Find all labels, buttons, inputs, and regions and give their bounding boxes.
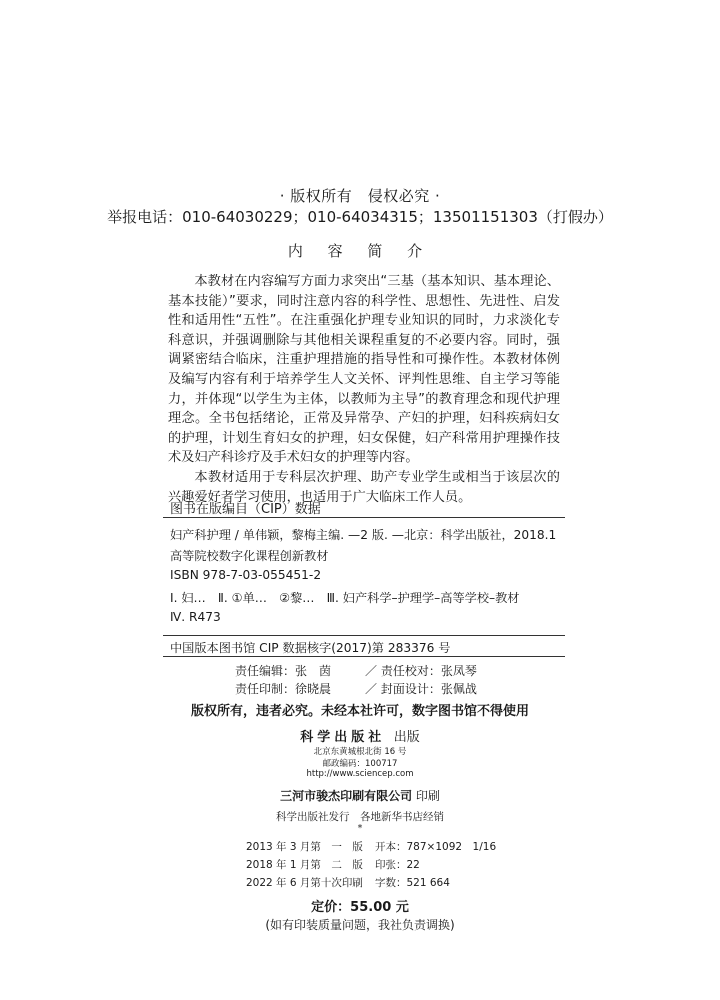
cip-line: Ⅳ. R473 xyxy=(170,610,221,624)
publisher-address: 北京东黄城根北街 16 号 xyxy=(313,747,407,757)
cip-line: 妇产科护理 / 单伟颖，黎梅主编. —2 版. —北京：科学出版社，2018.1 xyxy=(170,528,557,542)
staff-proofreader-text: 责任校对：张凤琴 xyxy=(380,664,477,678)
publisher-suffix: 出版 xyxy=(393,730,420,745)
cip-data-number: 中国版本图书馆 CIP 数据核字(2017)第 283376 号 xyxy=(170,641,451,655)
staff-divider xyxy=(163,656,565,657)
staff-print-manager: 责任印制：徐晓晨 xyxy=(235,682,332,696)
edition-spec: 开本：787×1092 1/16 xyxy=(375,841,497,853)
publisher-website: http://www.sciencep.com xyxy=(306,769,414,779)
edition-date: 2018 年 1 月第 二 版 xyxy=(246,859,363,871)
summary-paragraph: 本教材适用于专科层次护理、助产专业学生或相当于该层次的兴趣爱好者学习使用，也适用于广大临床工作人员。 xyxy=(168,469,560,505)
rights-statement: 版权所有，违者必究。未经本社许可，数字图书馆不得使用 xyxy=(190,704,529,719)
staff-cover-designer: ／ 封面设计：张佩战 xyxy=(365,682,477,696)
printer-name: 三河市骏杰印刷有限公司 xyxy=(280,789,413,803)
cip-line: ISBN 978-7-03-055451-2 xyxy=(170,568,322,582)
report-phone-line: 举报电话：010-64030229；010-64034315；13501151303（打假办） xyxy=(107,208,613,226)
edition-spec: 字数：521 664 xyxy=(375,877,450,889)
edition-date: 2013 年 3 月第 一 版 xyxy=(246,841,363,853)
cip-line: 高等院校数字化课程创新教材 xyxy=(170,549,329,563)
printer-line xyxy=(0,787,720,804)
staff-proofreader: ／ 责任校对：张凤琴 xyxy=(365,664,477,678)
staff-cover-designer-text: 封面设计：张佩战 xyxy=(380,682,477,696)
summary-heading: 内 容 简 介 xyxy=(287,242,433,260)
publisher-line xyxy=(0,726,720,745)
publisher-postcode: 邮政编码：100717 xyxy=(322,759,398,769)
summary-body xyxy=(168,272,560,507)
copyright-notice: · 版权所有 侵权必究 · xyxy=(279,187,441,205)
printer-suffix: 印刷 xyxy=(415,789,440,803)
separator-star: * xyxy=(357,824,363,834)
publisher-name: 科学出版社 xyxy=(300,730,386,745)
price: 定价：55.00 元 xyxy=(311,900,409,915)
quality-notice: (如有印装质量问题，我社负责调换) xyxy=(265,918,455,932)
staff-editor: 责任编辑：张 茵 xyxy=(235,664,332,678)
cip-title: 图书在版编目（CIP）数据 xyxy=(170,502,321,517)
cip-line: Ⅰ. 妇… Ⅱ. ①单… ②黎… Ⅲ. 妇产科学–护理学–高等学校–教材 xyxy=(170,591,520,605)
distribution-line: 科学出版社发行 各地新华书店经销 xyxy=(276,811,444,823)
edition-date: 2022 年 6 月第十次印刷 xyxy=(246,877,363,889)
edition-spec: 印张：22 xyxy=(375,859,420,871)
summary-paragraph: 本教材在内容编写方面力求突出“三基（基本知识、基本理论、基本技能）”要求，同时注意内容的科学性、思想性、先进性、启发性和适用性“五性”。在注重强化护理专业知识的同时，力求淡化专科意识，并强调删除与其他相关课程重复的不必要内容。同时，强调紧密结合临床，注重护理措施的指导性和可操作性。本教材体例及编写内容有利于培养学生人文关怀、评判性思维、自主学习等能力，并体现“以学生为主体，以教师为主导”的教育理念和现代护理理念。全书包括绪论，正常及异常孕、产妇的护理，妇科疾病妇女的护理，计划生育妇女的护理，妇女保健，妇产科常用护理操作技术及妇产科诊疗及手术妇女的护理等内容。 xyxy=(168,274,560,466)
